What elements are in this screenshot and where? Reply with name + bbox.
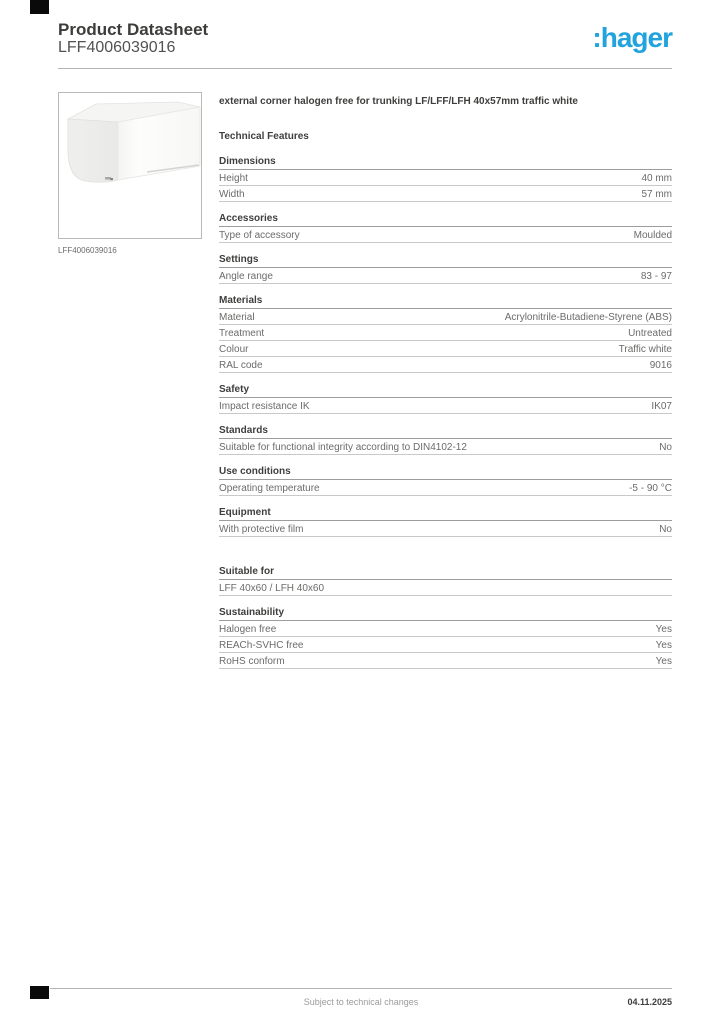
- row-value: Yes: [655, 640, 672, 651]
- section-rows: [219, 521, 672, 537]
- row-value: Untreated: [628, 328, 672, 339]
- page-title: Product Datasheet: [58, 20, 209, 39]
- spec-row: [219, 325, 672, 341]
- row-label: Treatment: [219, 328, 265, 339]
- section-rows: [219, 580, 672, 596]
- spec-row: [219, 653, 672, 669]
- product-image-column: [58, 92, 202, 255]
- section-heading: Settings: [219, 255, 672, 268]
- row-value: 57 mm: [641, 189, 672, 200]
- spec-section: [219, 608, 672, 669]
- image-caption: LFF4006039016: [58, 246, 117, 255]
- spec-row: [219, 268, 672, 284]
- section-heading: Equipment: [219, 508, 672, 521]
- product-image: [59, 93, 201, 238]
- spec-row: [219, 637, 672, 653]
- row-label: Type of accessory: [219, 230, 300, 241]
- section-rows: [219, 398, 672, 414]
- row-value: Acrylonitrile-Butadiene-Styrene (ABS): [504, 312, 672, 323]
- row-value: IK07: [651, 401, 672, 412]
- spec-section: [219, 508, 672, 537]
- section-heading: Accessories: [219, 214, 672, 227]
- spec-section: [219, 157, 672, 202]
- spec-row: [219, 227, 672, 243]
- footer-note: Subject to technical changes: [303, 997, 419, 1007]
- spec-section: [219, 296, 672, 373]
- section-rows: [219, 439, 672, 455]
- row-label: Angle range: [219, 271, 273, 282]
- spec-row: [219, 309, 672, 325]
- row-label: Colour: [219, 344, 249, 355]
- print-crop-mark-top: [30, 0, 49, 14]
- spec-row: [219, 357, 672, 373]
- product-description: external corner halogen free for trunking LF/LFF/LFH 40x57mm traffic white: [219, 96, 578, 107]
- spec-row: [219, 398, 672, 414]
- row-label: RoHS conform: [219, 656, 285, 667]
- header-titles: [58, 21, 208, 56]
- row-label: With protective film: [219, 524, 304, 535]
- spec-section: [219, 255, 672, 284]
- spec-column: [219, 92, 672, 669]
- row-value: Moulded: [633, 230, 672, 241]
- hager-logo: :hager: [592, 22, 672, 53]
- spec-section: [219, 385, 672, 414]
- section-heading: Sustainability: [219, 608, 672, 621]
- page-header: [58, 21, 672, 56]
- row-value: 40 mm: [641, 173, 672, 184]
- row-label: LFF 40x60 / LFH 40x60: [219, 583, 325, 594]
- header-divider: [58, 68, 672, 69]
- row-label: Impact resistance IK: [219, 401, 310, 412]
- row-label: REACh-SVHC free: [219, 640, 304, 651]
- spec-section: [219, 467, 672, 496]
- spec-row: [219, 580, 672, 596]
- section-heading: Standards: [219, 426, 672, 439]
- spec-row: [219, 439, 672, 455]
- section-rows: [219, 309, 672, 373]
- spec-sections: [219, 157, 672, 669]
- section-heading: Suitable for: [219, 567, 672, 580]
- spec-section: [219, 426, 672, 455]
- section-heading: Materials: [219, 296, 672, 309]
- row-label: Suitable for functional integrity according to DIN4102-12: [219, 442, 467, 453]
- spec-section: [219, 214, 672, 243]
- row-label: Material: [219, 312, 255, 323]
- spec-section: [219, 567, 672, 596]
- row-value: Yes: [655, 656, 672, 667]
- spec-row: [219, 186, 672, 202]
- row-value: 83 - 97: [640, 271, 672, 282]
- row-value: No: [659, 442, 672, 453]
- spec-row: [219, 480, 672, 496]
- page-footer: [50, 988, 672, 1012]
- row-value: 9016: [649, 360, 672, 371]
- row-label: Halogen free: [219, 624, 277, 635]
- section-rows: [219, 621, 672, 669]
- print-crop-mark-bottom: [30, 986, 49, 999]
- row-value: No: [659, 524, 672, 535]
- spec-row: [219, 170, 672, 186]
- spec-row: [219, 621, 672, 637]
- spec-row: [219, 341, 672, 357]
- row-label: Width: [219, 189, 245, 200]
- row-value: -5 - 90 °C: [629, 483, 672, 494]
- row-label: RAL code: [219, 360, 263, 371]
- product-image-frame: [58, 92, 202, 239]
- product-reference: LFF4006039016: [58, 39, 176, 56]
- footer-date: 04.11.2025: [627, 997, 672, 1007]
- row-label: Height: [219, 173, 248, 184]
- section-heading: Use conditions: [219, 467, 672, 480]
- section-heading: Dimensions: [219, 157, 672, 170]
- section-rows: [219, 170, 672, 202]
- section-rows: [219, 480, 672, 496]
- section-rows: [219, 227, 672, 243]
- technical-features-heading: Technical Features: [219, 131, 309, 142]
- row-value: Yes: [655, 624, 672, 635]
- row-value: Traffic white: [618, 344, 672, 355]
- row-label: Operating temperature: [219, 483, 320, 494]
- spec-row: [219, 521, 672, 537]
- section-heading: Safety: [219, 385, 672, 398]
- section-rows: [219, 268, 672, 284]
